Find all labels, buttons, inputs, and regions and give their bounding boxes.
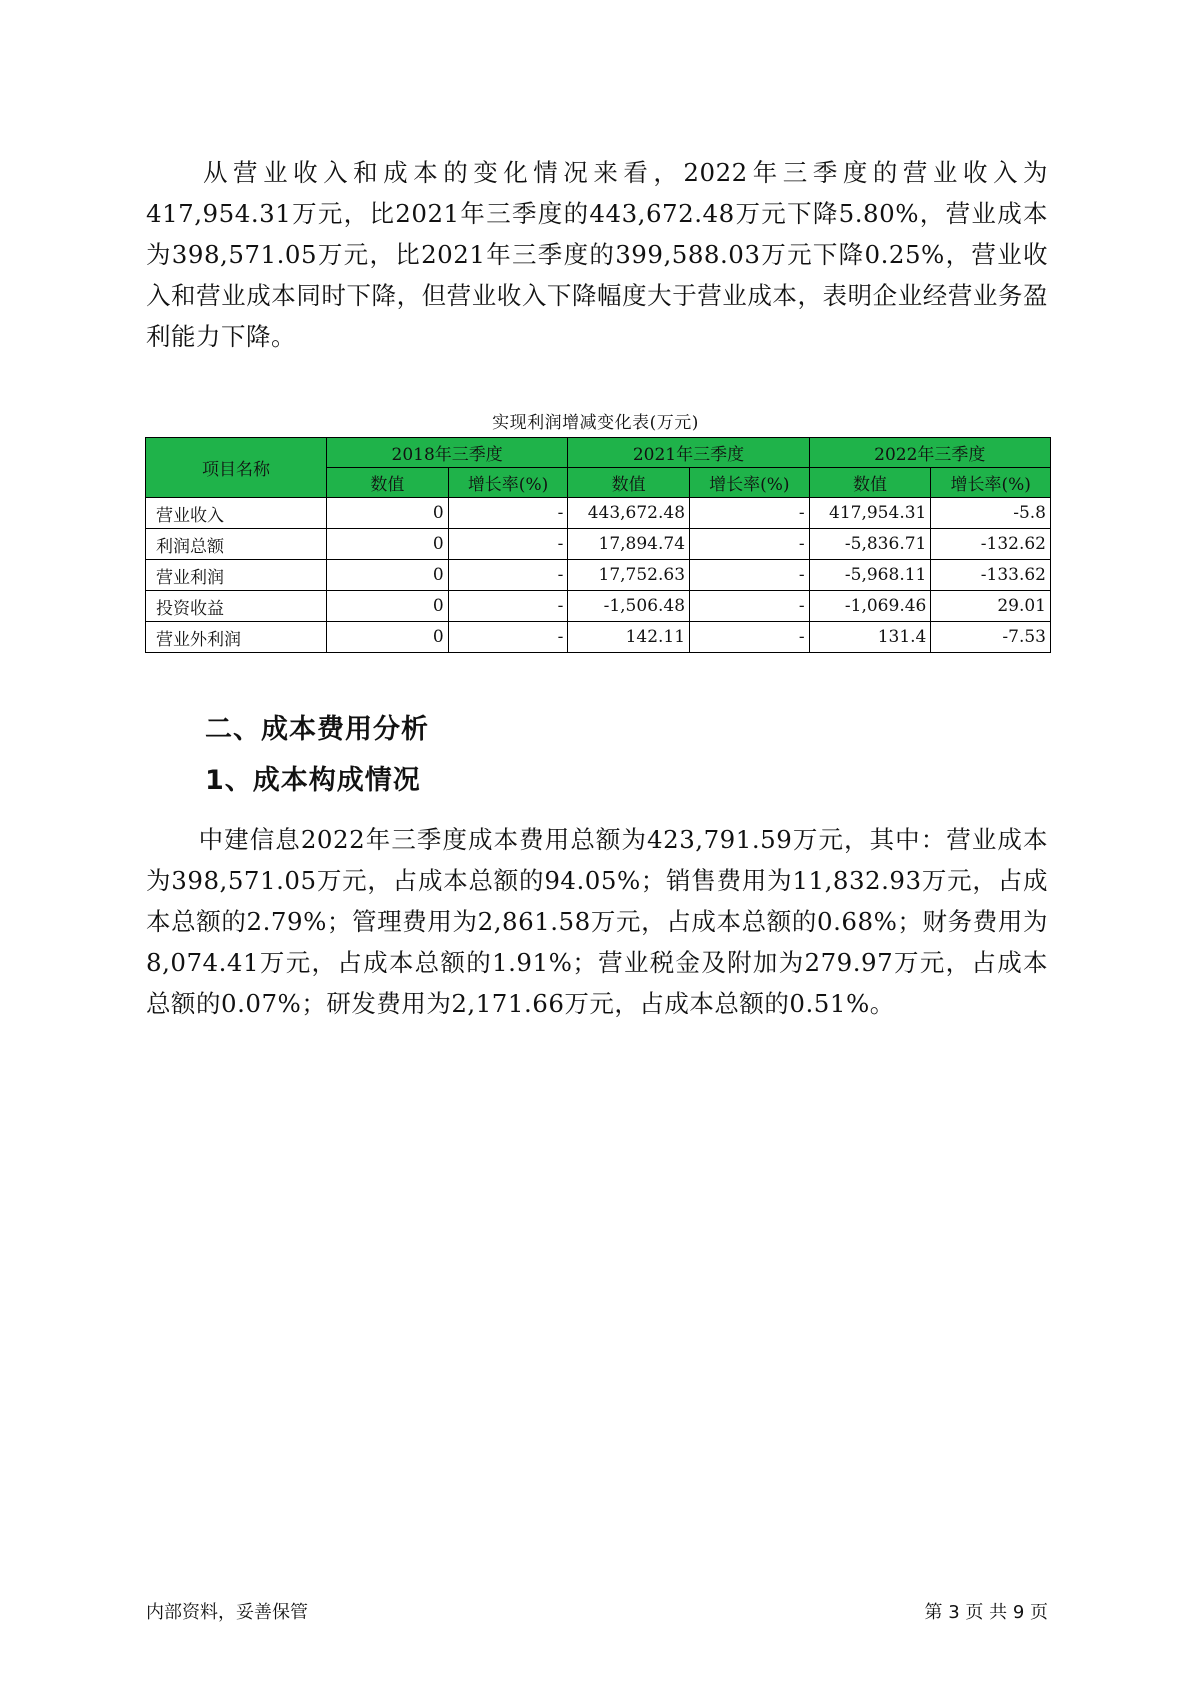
growth-rate-cell: - xyxy=(690,591,810,622)
growth-rate-cell: - xyxy=(448,498,568,529)
table-row xyxy=(146,498,1051,529)
value-cell: 0 xyxy=(327,529,449,560)
period-header: 2021年三季度 xyxy=(568,438,809,468)
footer-page-number: 第 3 页 共 9 页 xyxy=(924,1602,1048,1623)
value-cell: 17,894.74 xyxy=(568,529,690,560)
growth-rate-cell: - xyxy=(448,622,568,653)
value-cell: 443,672.48 xyxy=(568,498,690,529)
growth-rate-cell: -132.62 xyxy=(931,529,1051,560)
section-heading: 二、成本费用分析 xyxy=(205,714,429,745)
table-row xyxy=(146,591,1051,622)
footer-confidential-note: 内部资料，妥善保管 xyxy=(146,1602,308,1623)
analysis-paragraph-revenue xyxy=(146,152,1048,357)
row-item-name: 投资收益 xyxy=(146,591,327,622)
value-cell: 0 xyxy=(327,560,449,591)
row-item-name: 利润总额 xyxy=(146,529,327,560)
item-name-header: 项目名称 xyxy=(146,438,327,498)
table-row xyxy=(146,622,1051,653)
value-cell: 0 xyxy=(327,498,449,529)
period-header: 2022年三季度 xyxy=(809,438,1050,468)
value-cell: 417,954.31 xyxy=(809,498,931,529)
growth-rate-cell: - xyxy=(690,622,810,653)
value-cell: 17,752.63 xyxy=(568,560,690,591)
table-row xyxy=(146,560,1051,591)
growth-rate-cell: - xyxy=(690,498,810,529)
value-cell: -1,069.46 xyxy=(809,591,931,622)
growth-rate-cell: -133.62 xyxy=(931,560,1051,591)
value-header: 数值 xyxy=(327,468,449,498)
value-cell: 0 xyxy=(327,591,449,622)
value-cell: -1,506.48 xyxy=(568,591,690,622)
table-body xyxy=(146,498,1051,653)
profit-change-table xyxy=(145,437,1051,653)
growth-rate-cell: 29.01 xyxy=(931,591,1051,622)
value-cell: 0 xyxy=(327,622,449,653)
paragraph-text: 中建信息2022年三季度成本费用总额为423,791.59万元，其中：营业成本为398,571.05万元，占成本总额的94.05%；销售费用为11,832.93万元，占成本总额的2.79%；管理费用为2,861.58万元，占成本总额的0.68%；财务费用为8,074.41万元，占成本总额的1.91%；营业税金及附加为279.97万元，占成本总额的0.07%；研发费用为2,171.66万元，占成本总额的0.51%。 xyxy=(146,825,1048,1018)
growth-header: 增长率(%) xyxy=(448,468,568,498)
growth-rate-cell: -5.8 xyxy=(931,498,1051,529)
row-item-name: 营业收入 xyxy=(146,498,327,529)
paragraph-text: 从营业收入和成本的变化情况来看，2022年三季度的营业收入为417,954.31万元，比2021年三季度的443,672.48万元下降5.80%，营业成本为398,571.05万元，比2021年三季度的399,588.03万元下降0.25%，营业收入和营业成本同时下降，但营业收入下降幅度大于营业成本，表明企业经营业务盈利能力下降。 xyxy=(146,158,1048,351)
value-header: 数值 xyxy=(568,468,690,498)
period-header: 2018年三季度 xyxy=(327,438,568,468)
value-cell: 131.4 xyxy=(809,622,931,653)
value-cell: -5,836.71 xyxy=(809,529,931,560)
growth-header: 增长率(%) xyxy=(931,468,1051,498)
row-item-name: 营业利润 xyxy=(146,560,327,591)
growth-rate-cell: - xyxy=(448,529,568,560)
analysis-paragraph-cost xyxy=(146,819,1048,1024)
growth-rate-cell: - xyxy=(690,560,810,591)
subsection-heading: 1、成本构成情况 xyxy=(205,765,421,796)
growth-rate-cell: - xyxy=(448,560,568,591)
growth-rate-cell: - xyxy=(448,591,568,622)
value-cell: -5,968.11 xyxy=(809,560,931,591)
growth-rate-cell: - xyxy=(690,529,810,560)
value-cell: 142.11 xyxy=(568,622,690,653)
table-header-row xyxy=(146,438,1051,468)
value-header: 数值 xyxy=(809,468,931,498)
growth-header: 增长率(%) xyxy=(690,468,810,498)
growth-rate-cell: -7.53 xyxy=(931,622,1051,653)
table-caption: 实现利润增减变化表(万元) xyxy=(492,413,699,433)
table-row xyxy=(146,529,1051,560)
row-item-name: 营业外利润 xyxy=(146,622,327,653)
